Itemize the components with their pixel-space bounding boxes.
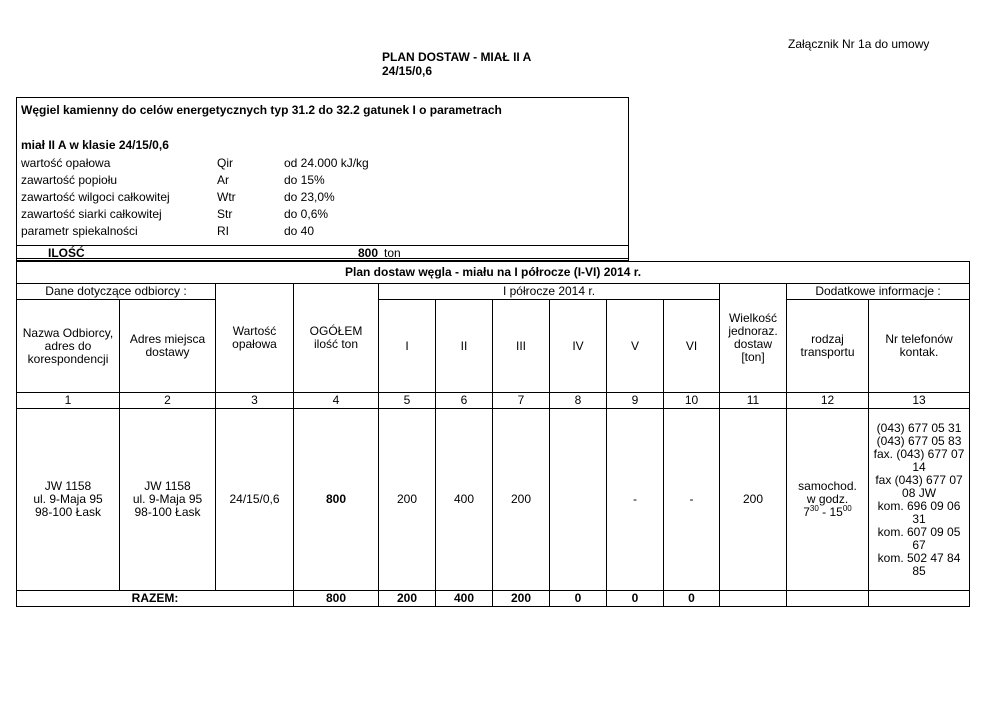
annex-note: Załącznik Nr 1a do umowy: [788, 37, 930, 51]
totals-month-2: 400: [436, 591, 493, 607]
spec-param-symbol: Wtr: [217, 190, 236, 204]
totals-total: 800: [294, 591, 379, 607]
col-total-header-line2: ilość ton: [313, 337, 359, 351]
delivery-line: ul. 9-Maja 95: [132, 492, 203, 506]
column-number: 1: [17, 393, 120, 409]
col-total-header: [294, 284, 379, 393]
totals-row: [17, 591, 970, 607]
single-delivery-cell: 200: [720, 409, 787, 591]
column-number: 11: [720, 393, 787, 409]
month-6-cell: -: [664, 409, 720, 591]
phone-entry: kom. 607 09 05 67: [877, 524, 961, 552]
transport-line: w godz.: [806, 492, 849, 506]
totals-month-4: 0: [550, 591, 607, 607]
totals-month-5: 0: [607, 591, 664, 607]
phone-entry: fax (043) 677 07 08 JW: [875, 472, 963, 500]
spec-param-name: zawartość wilgoci całkowitej: [21, 190, 170, 204]
quantity-row: [16, 245, 629, 261]
phone-entry: kom. 696 09 06 31: [877, 498, 961, 526]
col-transport-header: rodzaj transportu: [787, 300, 869, 393]
column-number: 10: [664, 393, 720, 409]
totals-empty: [787, 591, 869, 607]
col-month-5-header: V: [607, 300, 664, 393]
total-cell: 800: [294, 409, 379, 591]
recipient-line: JW 1158: [44, 479, 92, 493]
spec-param-value: od 24.000 kJ/kg: [284, 156, 369, 170]
quantity-unit: ton: [384, 246, 401, 260]
phone-entry: kom. 502 47 84 85: [877, 550, 961, 578]
coal-spec-box: [16, 97, 629, 259]
col-month-6-header: VI: [664, 300, 720, 393]
column-header-row: [17, 300, 970, 393]
spec-param-symbol: RI: [217, 224, 229, 238]
totals-empty: [869, 591, 970, 607]
group-additional-header: Dodatkowe informacje :: [787, 284, 970, 300]
totals-empty: [720, 591, 787, 607]
col-month-1-header: I: [379, 300, 436, 393]
spec-param-symbol: Ar: [217, 173, 229, 187]
column-number-row: [17, 393, 970, 409]
spec-param-name: zawartość siarki całkowitej: [21, 207, 162, 221]
delivery-plan-table: [16, 261, 970, 607]
spec-heading: Węgiel kamienny do celów energetycznych typ 31.2 do 32.2 gatunek I o parametrach: [21, 103, 502, 117]
month-3-cell: 200: [493, 409, 550, 591]
column-number: 9: [607, 393, 664, 409]
col-total-header-line1: OGÓŁEM: [309, 324, 363, 338]
delivery-address-cell: [120, 409, 216, 591]
calorific-cell: 24/15/0,6: [216, 409, 294, 591]
spec-param-name: wartość opałowa: [21, 156, 111, 170]
col-phones-header: Nr telefonów kontak.: [869, 300, 970, 393]
column-number: 13: [869, 393, 970, 409]
spec-param-value: do 40: [284, 224, 315, 238]
column-number: 4: [294, 393, 379, 409]
transport-line: samochod.: [798, 479, 857, 493]
totals-month-1: 200: [379, 591, 436, 607]
totals-label: RAZEM:: [17, 591, 294, 607]
column-number: 6: [436, 393, 493, 409]
col-month-2-header: II: [436, 300, 493, 393]
month-5-cell: -: [607, 409, 664, 591]
col-month-3-header: III: [493, 300, 550, 393]
group-half-year-header: I półrocze 2014 r.: [379, 284, 720, 300]
recipient-cell: [17, 409, 120, 591]
recipient-line: 98-100 Łask: [34, 505, 102, 519]
column-number: 8: [550, 393, 607, 409]
column-number: 2: [120, 393, 216, 409]
spec-param-name: parametr spiekalności: [21, 224, 138, 238]
recipient-line: ul. 9-Maja 95: [33, 492, 103, 506]
column-number: 7: [493, 393, 550, 409]
quantity-label: ILOŚĆ: [48, 246, 85, 260]
delivery-line: JW 1158: [144, 479, 191, 493]
group-recipient-header: Dane dotyczące odbiorcy :: [17, 284, 216, 300]
col-recipient-header: Nazwa Odbiorcy, adres do korespondencji: [17, 300, 120, 393]
transport-hours: $7^{30} - 15^{00}$: [803, 504, 852, 519]
month-1-cell: 200: [379, 409, 436, 591]
column-number: 12: [787, 393, 869, 409]
month-4-cell: [550, 409, 607, 591]
transport-cell: [787, 409, 869, 591]
column-number: 3: [216, 393, 294, 409]
title-line-2: 24/15/0,6: [382, 64, 433, 78]
title-line-1: PLAN DOSTAW - MIAŁ II A: [382, 50, 532, 64]
plan-title: Plan dostaw węgla - miału na I półrocze (I-VI) 2014 r.: [17, 262, 970, 284]
spec-param-value: do 15%: [284, 173, 325, 187]
delivery-line: 98-100 Łask: [134, 505, 201, 519]
phone-entry: fax. (043) 677 07 14: [873, 446, 965, 474]
quantity-value: 800: [358, 246, 379, 260]
spec-param-value: do 23,0%: [284, 190, 335, 204]
totals-month-6: 0: [664, 591, 720, 607]
table-row: [17, 409, 970, 591]
phone-entry: (043) 677 05 31: [876, 420, 962, 435]
phone-entry: (043) 677 05 83: [876, 433, 962, 448]
phones-cell: [869, 409, 970, 591]
spec-param-symbol: Str: [217, 207, 233, 221]
spec-param-name: zawartość popiołu: [21, 173, 118, 187]
spec-param-symbol: Qir: [217, 156, 233, 170]
spec-param-value: do 0,6%: [284, 207, 329, 221]
month-2-cell: 400: [436, 409, 493, 591]
totals-month-3: 200: [493, 591, 550, 607]
col-delivery-address-header: Adres miejsca dostawy: [120, 300, 216, 393]
table-title-row: [17, 262, 970, 284]
group-header-row: [17, 284, 970, 300]
spec-subheading: miał II A w klasie 24/15/0,6: [21, 138, 169, 152]
document-title: [382, 50, 531, 78]
col-month-4-header: IV: [550, 300, 607, 393]
col-calorific-header: Wartość opałowa: [216, 284, 294, 393]
col-single-delivery-header: Wielkość jednoraz. dostaw [ton]: [720, 284, 787, 393]
column-number: 5: [379, 393, 436, 409]
